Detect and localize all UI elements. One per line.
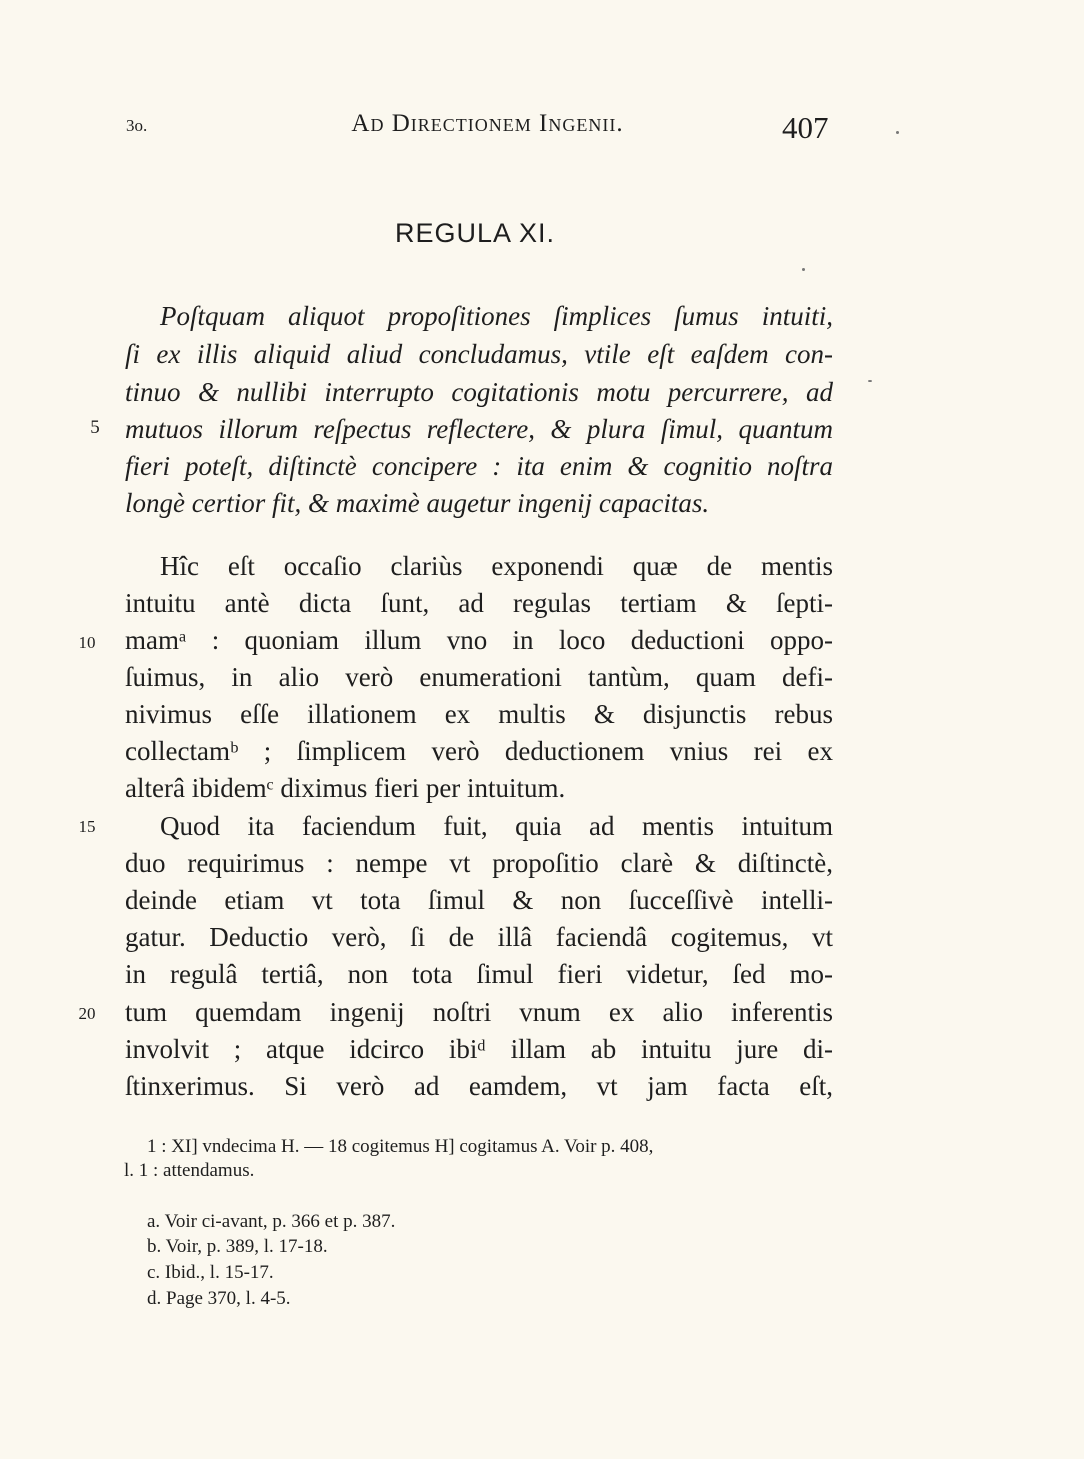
rule-line: longè certior fit, & maximè augetur ingenij capacitas. (125, 488, 710, 518)
rule-line: Poſtquam aliquot propoſitiones ſimplices ſumus intuiti, (160, 301, 833, 331)
print-speck (896, 131, 899, 134)
rule-line: tinuo & nullibi interrupto cogitationis motu percurrere, ad (125, 377, 833, 407)
body-line: deinde etiam vt tota ſimul & non ſucceſſivè intelli- (125, 885, 833, 915)
body-line: Hîc eſt occaſio clariùs exponendi quæ de mentis (160, 551, 833, 581)
line-number: 10 (78, 633, 96, 652)
footnote: b. Voir, p. 389, l. 17-18. (147, 1236, 328, 1257)
variant-note: 1 : XI] vndecima H. — 18 cogitemus H] cogitamus A. Voir p. 408, (147, 1136, 654, 1157)
body-line: in regulâ tertiâ, non tota ſimul fieri videtur, ſed mo- (125, 959, 833, 989)
line-number: 15 (78, 817, 96, 836)
rule-line: ſi ex illis aliquid aliud concludamus, vtile eſt eaſdem con- (125, 339, 833, 369)
body-line: involvit ; atque idcirco ibiᵈ illam ab intuitu jure di- (125, 1034, 833, 1064)
body-line: ſtinxerimus. Si verò ad eamdem, vt jam facta eſt, (125, 1071, 833, 1101)
footnote: d. Page 370, l. 4-5. (147, 1288, 291, 1309)
body-line: tum quemdam ingenij noſtri vnum ex alio inferentis (125, 997, 833, 1027)
footnote: a. Voir ci-avant, p. 366 et p. 387. (147, 1211, 396, 1232)
header-section-number: 3o. (126, 116, 148, 135)
body-line: collectamᵇ ; ſimplicem verò deductionem vnius rei ex (125, 736, 833, 766)
body-line: intuitu antè dicta ſunt, ad regulas tertiam & ſepti- (125, 588, 833, 618)
body-line: mamᵃ : quoniam illum vno in loco deductioni oppo- (125, 625, 833, 655)
print-speck (802, 268, 805, 271)
variant-note: l. 1 : attendamus. (124, 1160, 255, 1181)
body-line: duo requirimus : nempe vt propoſitio clarè & diſtinctè, (125, 848, 833, 878)
rule-heading: REGULA XI. (394, 218, 556, 248)
page-number: 407 (782, 110, 829, 145)
body-line: alterâ ibidemᶜ diximus fieri per intuitum. (125, 773, 566, 803)
body-line: Quod ita faciendum fuit, quia ad mentis intuitum (160, 811, 833, 841)
print-speck (868, 380, 872, 382)
footnote: c. Ibid., l. 15-17. (147, 1262, 274, 1283)
running-title: Ad Directionem Ingenii. (351, 110, 624, 137)
rule-line: mutuos illorum reſpectus reflectere, & plura ſimul, quantum (125, 414, 833, 444)
rule-line: fieri poteſt, diſtinctè concipere : ita enim & cognitio noſtra (125, 451, 833, 481)
line-number: 5 (90, 417, 100, 438)
body-line: gatur. Deductio verò, ſi de illâ faciendâ cogitemus, vt (125, 922, 833, 952)
body-line: nivimus eſſe illationem ex multis & disjunctis rebus (125, 699, 833, 729)
body-line: ſuimus, in alio verò enumerationi tantùm, quam defi- (125, 662, 833, 692)
line-number: 20 (78, 1004, 96, 1023)
